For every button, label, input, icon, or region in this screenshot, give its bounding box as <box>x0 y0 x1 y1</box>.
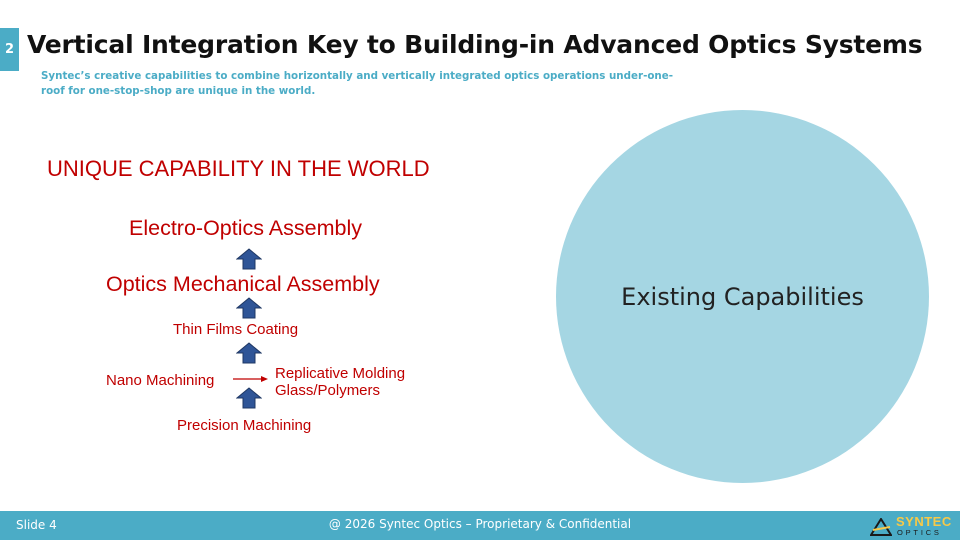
thin-films-label: Thin Films Coating <box>173 321 299 338</box>
up-arrow-icon <box>236 297 262 319</box>
right-arrow-icon <box>233 374 269 384</box>
footer-bar <box>0 511 960 540</box>
nano-machining-label: Nano Machining <box>106 372 215 389</box>
capability-heading: UNIQUE CAPABILITY IN THE WORLD <box>47 156 430 181</box>
replicative-molding-line1: Replicative Molding <box>275 365 406 382</box>
slide-title: Vertical Integration Key to Building-in Advanced Optics Systems <box>27 30 923 59</box>
copyright-text: @ 2026 Syntec Optics – Proprietary & Confidential <box>328 517 632 531</box>
slide-label: Slide 4 <box>16 518 57 532</box>
existing-capabilities-circle <box>556 110 929 483</box>
logo-text-syntec: SYNTEC <box>896 514 952 529</box>
electro-optics-label: Electro-Optics Assembly <box>129 216 362 240</box>
precision-machining-label: Precision Machining <box>177 417 312 434</box>
replicative-molding-label <box>275 365 405 399</box>
optics-mechanical-label: Optics Mechanical Assembly <box>106 272 380 296</box>
up-arrow-icon <box>236 387 262 409</box>
up-arrow-icon <box>236 342 262 364</box>
syntec-logo-mark-icon <box>870 518 892 536</box>
replicative-molding-line2: Glass/Polymers <box>275 382 381 399</box>
syntec-logo <box>870 514 950 538</box>
circle-label: Existing Capabilities <box>621 282 864 311</box>
logo-text-optics: OPTICS <box>897 528 942 537</box>
slide-number-badge: 2 <box>0 28 19 71</box>
up-arrow-icon <box>236 248 262 270</box>
slide-subtitle: Syntec’s creative capabilities to combine horizontally and vertically integrated optics operations under-one-roof for one-stop-shop are unique in the world. <box>41 70 674 97</box>
